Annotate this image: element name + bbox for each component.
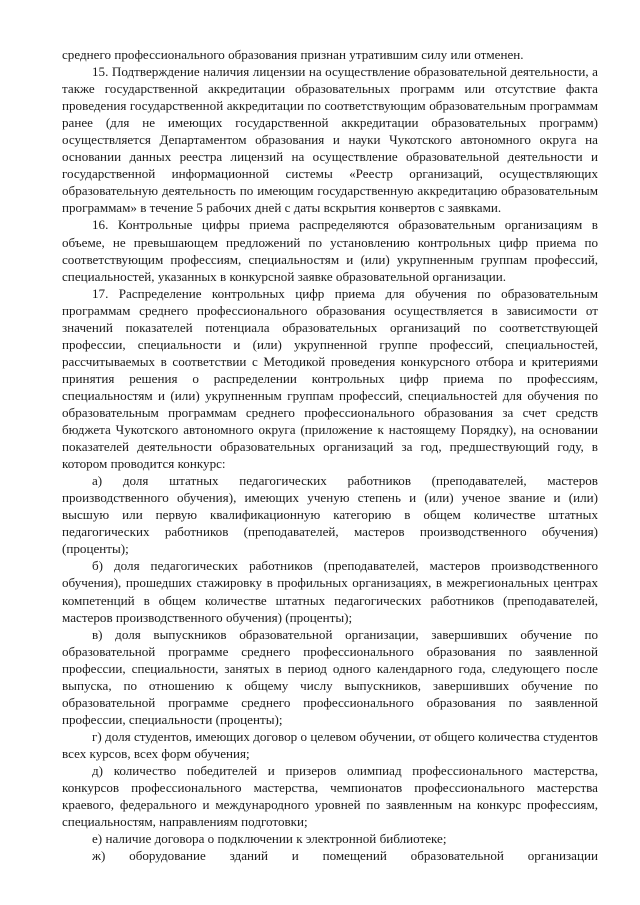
list-item-g: г) доля студентов, имеющих договор о целевом обучении, от общего количества студентов всех курсов, всех форм обучения; bbox=[62, 728, 598, 761]
paragraph-17: 17. Распределение контрольных цифр приема для обучения по образовательным программам среднего профессионального образования осуществляется в зависимости от значений показателей потенциала образовательных организаций по соответствующей профессии, специальности и (или) укрупненной группе профессий, специальностей, рассчитываемых в соответствии с Методикой проведения конкурсного отбора и критериями принятия решения о распределении контрольных цифр приема по профессиям, специальностям и (или) укрупненным группам профессий, специальностей для обучения по образовательным программам среднего профессионального образования за счет средств бюджета Чукотского автономного округа (приложение к настоящему Порядку), на основании показателей деятельности образовательных организаций за год, предшествующий году, в котором проводится конкурс: bbox=[62, 285, 598, 472]
list-item-zh: ж) оборудование зданий и помещений образовательной организации bbox=[92, 848, 598, 864]
paragraph-15: 15. Подтверждение наличия лицензии на осуществление образовательной деятельности, а также государственной аккредитации образовательных программ или отсутствие факта проведения государственной аккредитации по соответствующим образовательным программам ранее (для не имеющих государственной аккредитации образовательных программ) осуществляется Департаментом образования и науки Чукотского автономного округа на основании данных реестра лицензий на осуществление образовательной деятельности и государственной информационной системы «Реестр организаций, осуществляющих образовательную деятельность по имеющим государственную аккредитацию образовательным программам» в течение 5 рабочих дней с даты вскрытия конвертов с заявками. bbox=[62, 64, 598, 216]
list-item-a: а) доля штатных педагогических работников (преподавателей, мастеров производственного обучения), имеющих ученую степень и (или) ученое звание и (или) высшую или первую квалификационную категорию в общем количестве штатных педагогических работников (преподавателей, мастеров производственного обучения) (проценты); bbox=[62, 473, 598, 557]
paragraph-continuation: среднего профессионального образования признан утратившим силу или отменен. bbox=[62, 47, 524, 62]
paragraph-16: 16. Контрольные цифры приема распределяются образовательным организациям в объеме, не превышающем предложений по установлению контрольных цифр приема по соответствующим профессиям, специальностям и (или) укрупненным группам профессий, специальностей, указанных в конкурсной заявке образовательной организации. bbox=[62, 217, 598, 284]
list-item-b: б) доля педагогических работников (преподавателей, мастеров производственного обучения), прошедших стажировку в профильных организациях, в межрегиональных центрах компетенций в общем количестве штатных педагогических работников (преподавателей, мастеров производственного обучения) (проценты); bbox=[62, 558, 598, 625]
list-item-d: д) количество победителей и призеров олимпиад профессионального мастерства, конкурсов профессионального мастерства, чемпионатов профессионального мастерства краевого, федерального и международного уровней по заявленным на конкурс профессиям, специальностям, направлениям подготовки; bbox=[62, 762, 598, 830]
list-item-v: в) доля выпускников образовательной организации, завершивших обучение по образовательной программе среднего профессионального образования по заявленной профессии, специальности, занятых в период одного календарного года, следующего после выпуска, по отношению к общему числу выпускников, завершивших обучение по образовательной программе среднего профессионального образования по заявленной профессии, специальности (проценты); bbox=[62, 626, 598, 727]
list-item-e: е) наличие договора о подключении к электронной библиотеке; bbox=[92, 831, 447, 847]
